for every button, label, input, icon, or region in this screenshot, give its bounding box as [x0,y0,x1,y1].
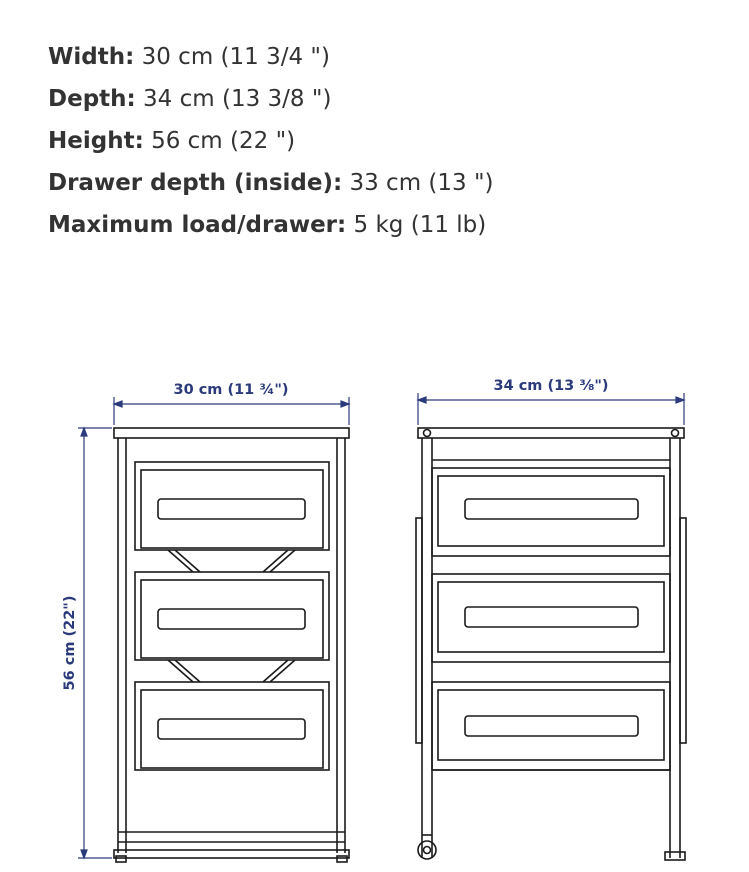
side-drawer [432,468,670,556]
spec-label: Drawer depth (inside): [48,170,343,196]
side-drawer [432,682,670,770]
side-drawer [432,574,670,662]
spec-label: Width: [48,44,135,70]
spec-label: Height: [48,128,144,154]
spec-value: 5 kg (11 lb) [346,212,487,238]
front-drawer [135,462,329,550]
front-drawer [135,682,329,770]
side-depth-label: 34 cm (13 ⅜") [493,378,609,394]
front-drawer [135,572,329,660]
side-view [416,428,686,860]
spec-value: 56 cm (22 ") [143,128,296,154]
front-view [114,428,349,862]
spec-value: 33 cm (13 ") [342,170,494,196]
spec-label: Depth: [48,86,136,112]
spec-label: Maximum load/drawer: [48,212,347,238]
spec-value: 34 cm (13 3/8 ") [135,86,332,112]
spec-value: 30 cm (11 3/4 ") [134,44,330,70]
front-width-label: 30 cm (11 ¾") [173,382,289,398]
height-label: 56 cm (22") [62,595,78,691]
